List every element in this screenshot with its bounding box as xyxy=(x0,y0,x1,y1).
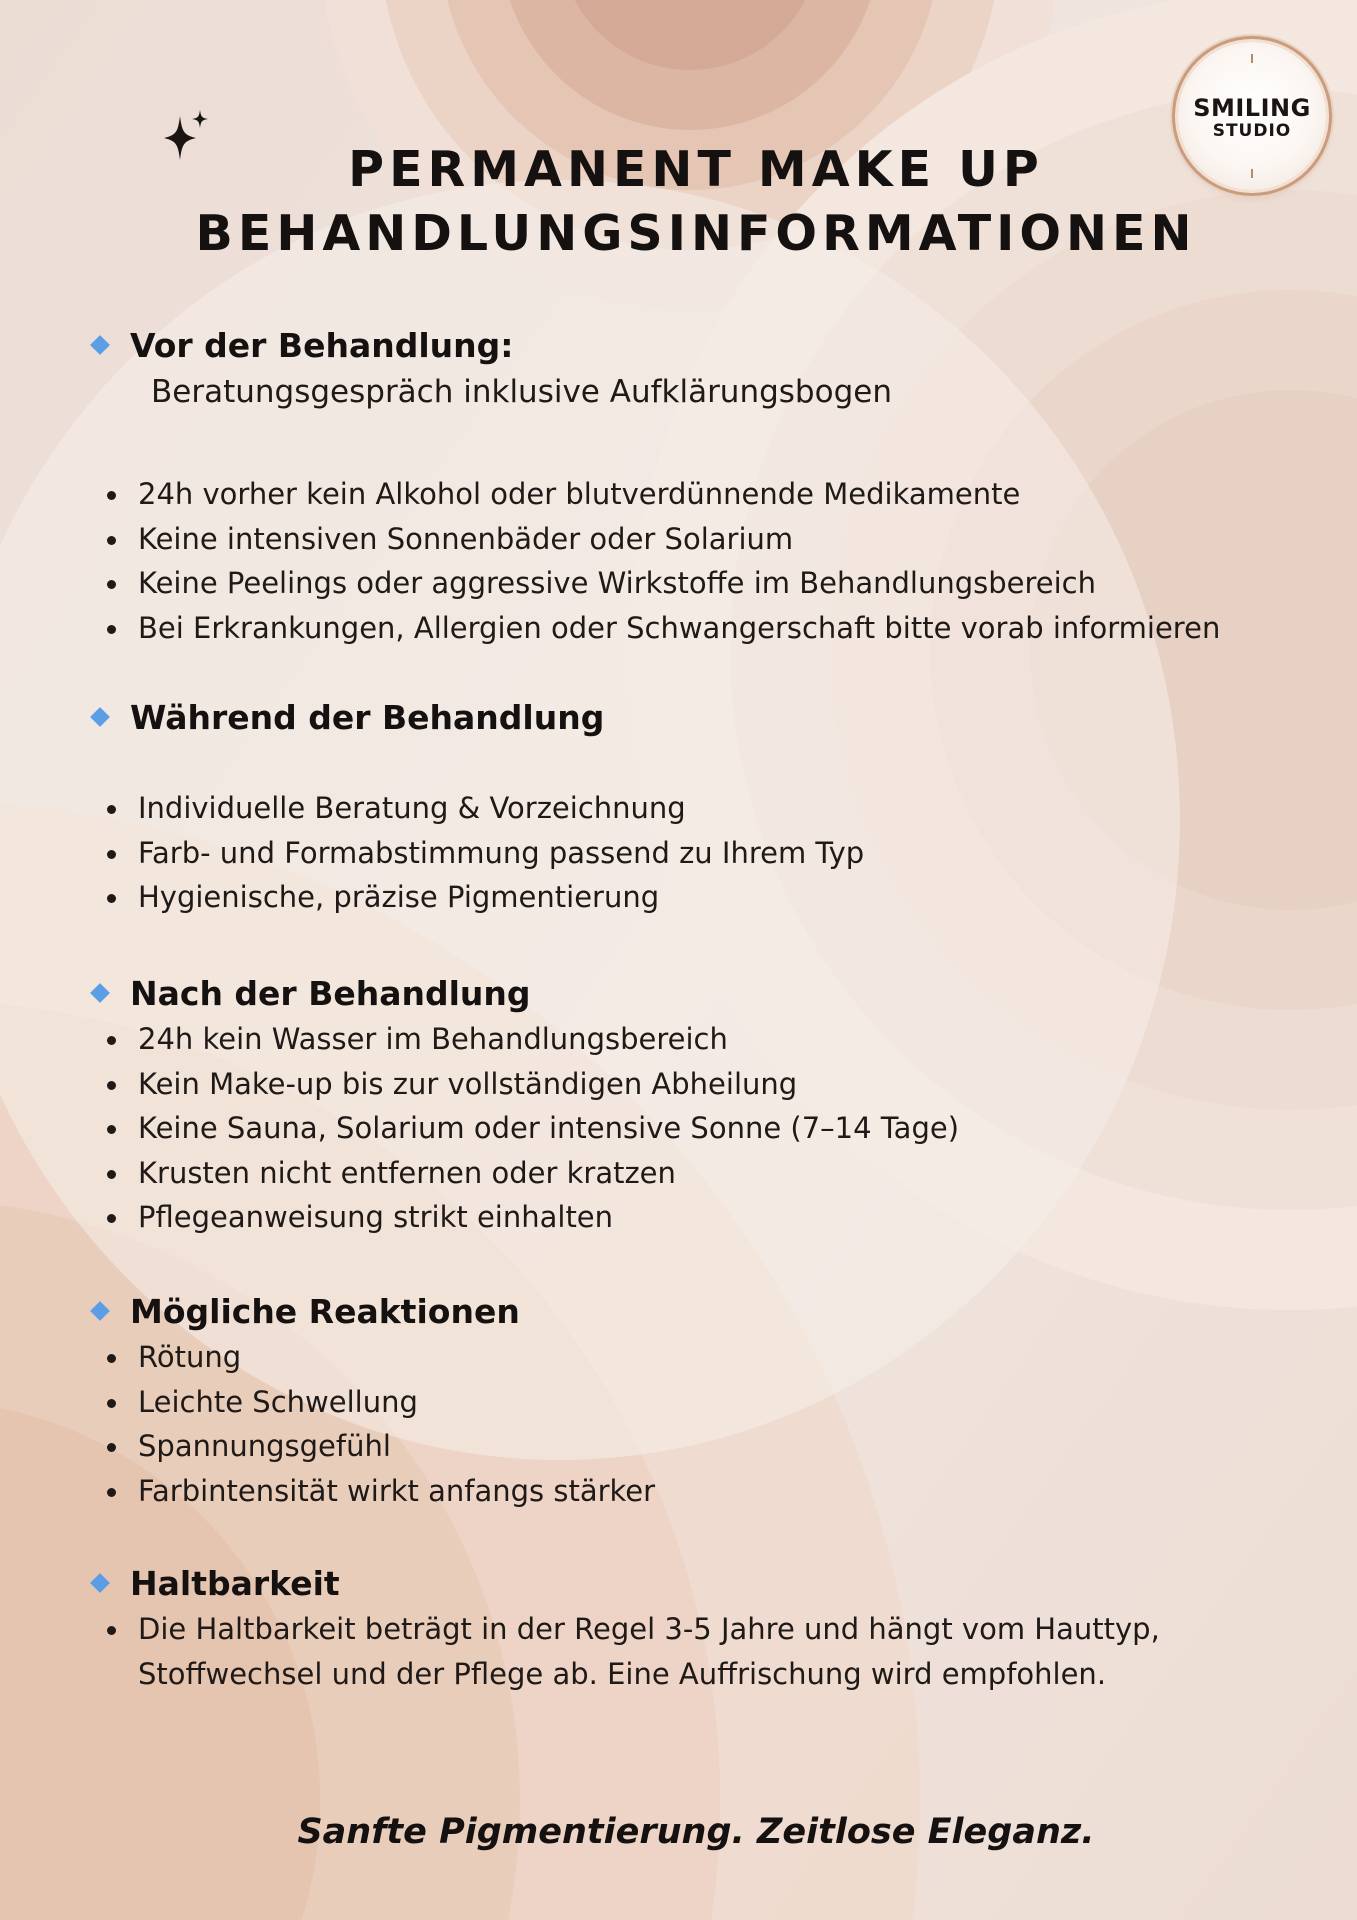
section-heading: Vor der Behandlung: xyxy=(130,326,514,365)
list-item: 24h kein Wasser im Behandlungsbereich xyxy=(90,1017,959,1062)
list-item: Leichte Schwellung xyxy=(90,1380,655,1425)
list-item: Keine Peelings oder aggressive Wirkstoffe im Behandlungsbereich xyxy=(90,561,1220,606)
list-item: Die Haltbarkeit beträgt in der Regel 3-5 Jahre und hängt vom Hauttyp, Stoffwechsel und der Pflege ab. Eine Auffrischung wird empfohlen. xyxy=(90,1607,1318,1696)
title-line-1: PERMANENT MAKE UP xyxy=(348,141,1044,198)
bullet-list xyxy=(90,1335,655,1513)
list-item: Krusten nicht entfernen oder kratzen xyxy=(90,1151,959,1196)
list-item: Individuelle Beratung & Vorzeichnung xyxy=(90,786,864,831)
diamond-icon xyxy=(90,983,110,1003)
list-item: Farb- und Formabstimmung passend zu Ihrem Typ xyxy=(90,831,864,876)
bullet-list xyxy=(90,786,864,920)
bullet-list xyxy=(90,1017,959,1240)
section-heading: Haltbarkeit xyxy=(130,1564,340,1603)
list-item: Kein Make-up bis zur vollständigen Abheilung xyxy=(90,1062,959,1107)
logo-tick-top xyxy=(1251,54,1253,63)
logo-text-studio: STUDIO xyxy=(1212,121,1292,141)
footer-tagline: Sanfte Pigmentierung. Zeitlose Eleganz. xyxy=(297,1812,1095,1852)
section-heading: Während der Behandlung xyxy=(130,698,605,737)
section-heading: Mögliche Reaktionen xyxy=(130,1292,520,1331)
bullet-list xyxy=(90,472,1220,650)
section-heading: Nach der Behandlung xyxy=(130,974,531,1013)
list-item: 24h vorher kein Alkohol oder blutverdünnende Medikamente xyxy=(90,472,1220,517)
title-line-2: BEHANDLUNGSINFORMATIONEN xyxy=(195,205,1197,262)
list-item: Hygienische, präzise Pigmentierung xyxy=(90,875,864,920)
logo-text-smiling: SMILING xyxy=(1193,94,1311,122)
diamond-icon xyxy=(90,335,110,355)
list-item: Farbintensität wirkt anfangs stärker xyxy=(90,1469,655,1514)
list-item: Pflegeanweisung strikt einhalten xyxy=(90,1195,959,1240)
list-item: Keine Sauna, Solarium oder intensive Sonne (7–14 Tage) xyxy=(90,1106,959,1151)
bullet-list xyxy=(90,1607,1318,1696)
section-subtitle: Beratungsgespräch inklusive Aufklärungsbogen xyxy=(151,374,892,410)
diamond-icon xyxy=(90,707,110,727)
list-item: Bei Erkrankungen, Allergien oder Schwangerschaft bitte vorab informieren xyxy=(90,606,1220,651)
diamond-icon xyxy=(90,1301,110,1321)
list-item: Rötung xyxy=(90,1335,655,1380)
list-item: Spannungsgefühl xyxy=(90,1424,655,1469)
diamond-icon xyxy=(90,1573,110,1593)
list-item: Keine intensiven Sonnenbäder oder Solarium xyxy=(90,517,1220,562)
page-title xyxy=(0,138,1357,266)
